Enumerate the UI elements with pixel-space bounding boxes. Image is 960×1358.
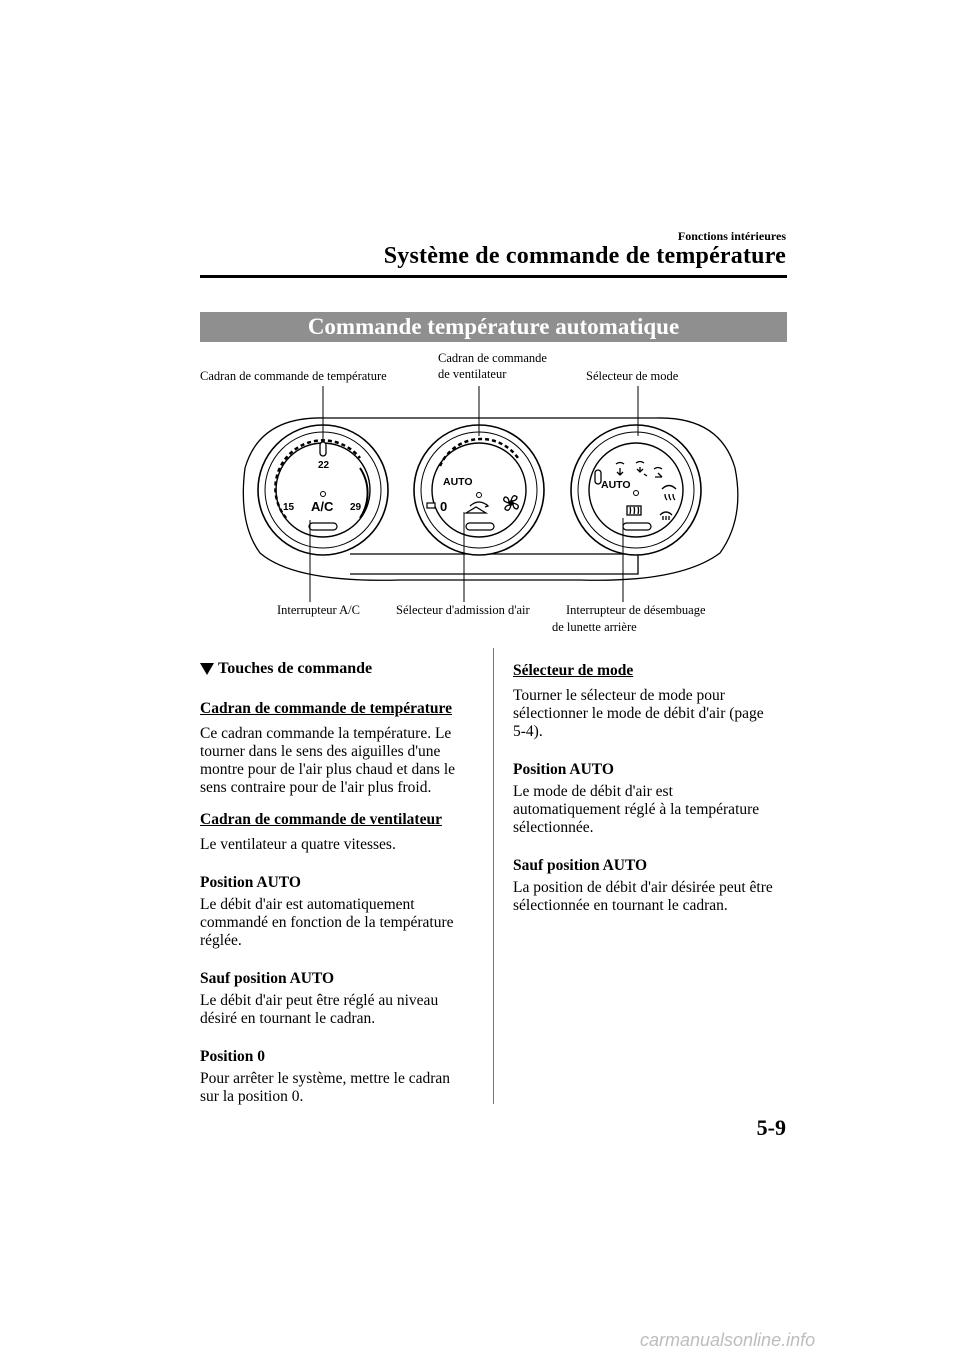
callout-fan-dial-2: de ventilateur <box>438 367 507 381</box>
callout-defroster-2: de lunette arrière <box>552 620 637 634</box>
section-title <box>200 660 462 678</box>
section-banner: Commande température automatique <box>200 312 787 342</box>
fan-dial-text: Le ventilateur a quatre vitesses. <box>200 836 396 853</box>
temp-label-22: 22 <box>318 460 330 471</box>
right-column <box>513 662 775 929</box>
mode-non-auto-heading: Sauf position AUTO <box>513 857 648 874</box>
fan-dial <box>414 425 544 555</box>
callout-temp-dial: Cadran de commande de température <box>200 369 387 383</box>
fan-zero-label: 0 <box>440 499 448 514</box>
temp-label-15: 15 <box>283 502 295 513</box>
climate-control-figure <box>200 348 787 648</box>
triangle-bullet-icon <box>200 663 214 675</box>
temp-label-29: 29 <box>350 502 362 513</box>
fan-auto-text: Le débit d'air est automatiquement commandé en fonction de la température réglée. <box>200 896 454 949</box>
page-number: 5-9 <box>756 1115 786 1140</box>
fan-auto-label: AUTO <box>443 476 473 488</box>
callout-mode-selector: Sélecteur de mode <box>586 369 679 383</box>
header-rule <box>200 275 787 278</box>
fan-zero-heading: Position 0 <box>200 1048 266 1065</box>
left-column <box>200 660 462 1120</box>
fan-zero-text: Pour arrêter le système, mettre le cadran sur la position 0. <box>200 1070 451 1105</box>
fan-non-auto-heading: Sauf position AUTO <box>200 970 335 987</box>
callout-air-intake: Sélecteur d'admission d'air <box>396 603 530 617</box>
mode-selector-text: Tourner le sélecteur de mode pour sélectionner le mode de débit d'air (page 5-4). <box>513 687 764 740</box>
mode-auto-text: Le mode de débit d'air est automatiquement réglé à la température sélectionnée. <box>513 783 760 836</box>
watermark: carmanualsonline.info <box>640 1330 816 1350</box>
page-title: Système de commande de température <box>383 243 786 269</box>
temp-dial-text: Ce cadran commande la température. Le tourner dans le sens des aiguilles d'une montre pour de l'air plus chaud et dans le sens contraire pour de l'air plus froid. <box>200 725 456 796</box>
temp-dial <box>258 425 388 555</box>
callout-defroster-1: Interrupteur de désembuage <box>566 603 706 617</box>
ac-label: A/C <box>311 499 334 514</box>
callout-ac-switch: Interrupteur A/C <box>277 603 360 617</box>
section-header: Fonctions intérieures <box>677 229 786 243</box>
section-title-text: Touches de commande <box>218 660 373 677</box>
column-divider <box>493 648 494 1104</box>
fan-auto-heading: Position AUTO <box>200 874 301 891</box>
mode-auto-label: AUTO <box>601 479 631 491</box>
callout-fan-dial-1: Cadran de commande <box>438 351 547 365</box>
fan-dial-heading: Cadran de commande de ventilateur <box>200 811 442 828</box>
mode-selector-heading: Sélecteur de mode <box>513 662 634 679</box>
mode-non-auto-text: La position de débit d'air désirée peut être sélectionnée en tournant le cadran. <box>513 879 773 914</box>
mode-auto-heading: Position AUTO <box>513 761 614 778</box>
temp-dial-heading: Cadran de commande de température <box>200 700 452 717</box>
fan-non-auto-text: Le débit d'air peut être réglé au niveau désiré en tournant le cadran. <box>200 992 439 1027</box>
mode-dial <box>571 425 701 555</box>
